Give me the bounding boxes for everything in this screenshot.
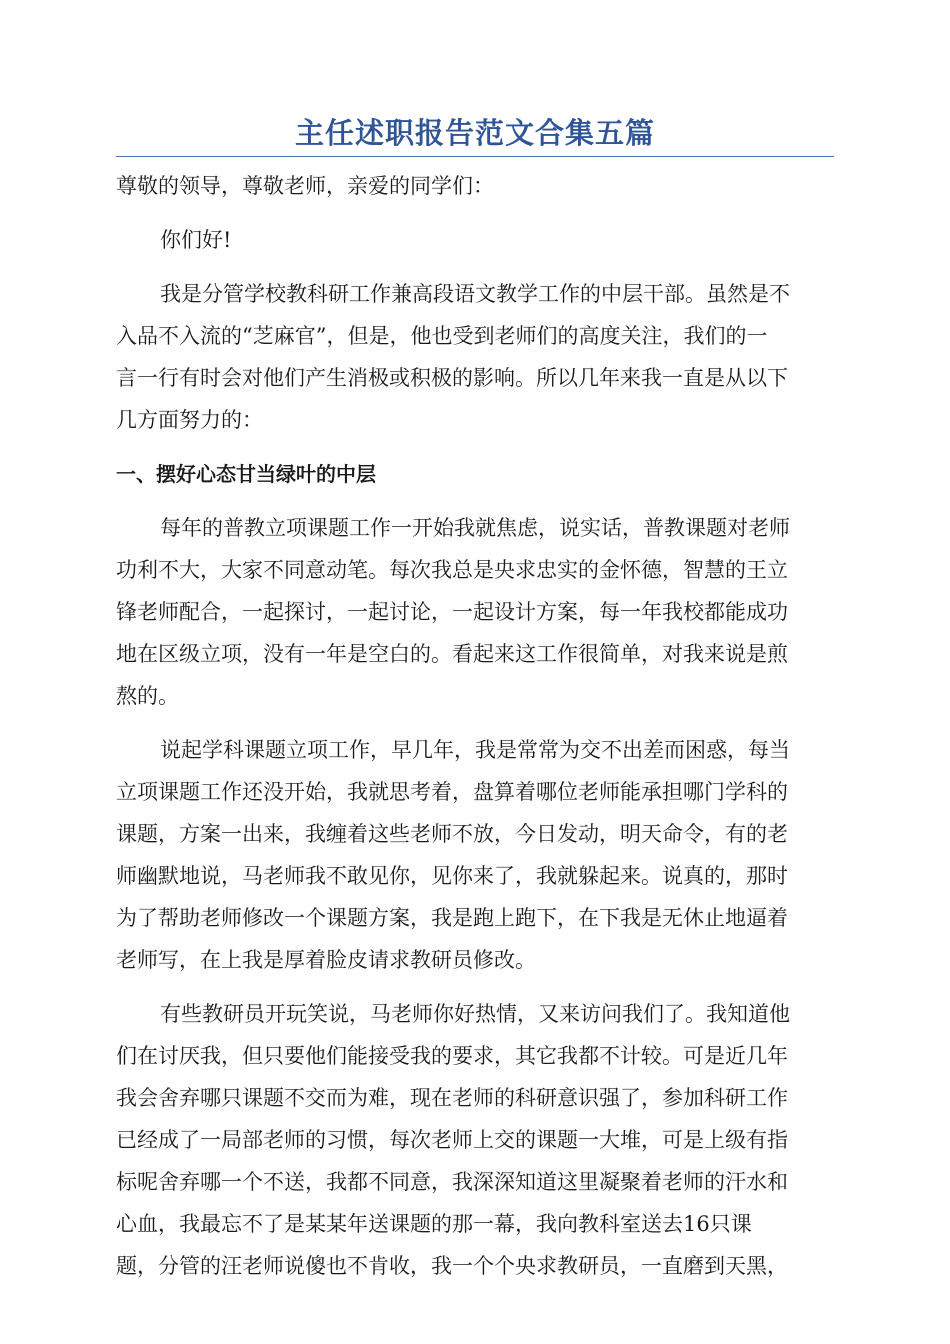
paragraph-line: 老师写，在上我是厚着脸皮请求教研员修改。 <box>116 948 536 972</box>
paragraph-line: 说起学科课题立项工作，早几年，我是常常为交不出差而困惑，每当 <box>160 738 790 762</box>
paragraph-3 <box>116 729 834 981</box>
paragraph-line: 每年的普教立项课题工作一开始我就焦虑，说实话，普教课题对老师 <box>160 516 790 540</box>
paragraph-line: 入品不入流的“芝麻官”，但是，他也受到老师们的高度关注，我们的一 <box>116 324 768 348</box>
paragraph-1 <box>116 273 834 441</box>
document-page <box>116 112 834 1287</box>
paragraph-line: 有些教研员开玩笑说，马老师你好热情，又来访问我们了。我知道他 <box>160 1002 790 1026</box>
paragraph-line: 题，分管的汪老师说傻也不肯收，我一个个央求教研员，一直磨到天黑， <box>116 1254 788 1278</box>
greeting: 你们好! <box>160 228 232 252</box>
section-heading: 一、摆好心态甘当绿叶的中层 <box>116 462 376 486</box>
paragraph-2 <box>116 507 834 717</box>
paragraph-line: 课题，方案一出来，我缠着这些老师不放，今日发动，明天命令，有的老 <box>116 822 788 846</box>
paragraph-line: 我是分管学校教科研工作兼高段语文教学工作的中层干部。虽然是不 <box>160 282 790 306</box>
paragraph-line: 我会舍弃哪只课题不交而为难，现在老师的科研意识强了，参加科研工作 <box>116 1086 788 1110</box>
salutation: 尊敬的领导，尊敬老师，亲爱的同学们： <box>116 174 494 198</box>
spacer <box>116 261 834 273</box>
document-title: 主任述职报告范文合集五篇 <box>294 116 655 150</box>
paragraph-line: 师幽默地说，马老师我不敢见你，见你来了，我就躲起来。说真的，那时 <box>116 864 788 888</box>
title-underline <box>116 156 834 157</box>
paragraph-line: 功利不大，大家不同意动笔。每次我总是央求忠实的金怀德，智慧的王立 <box>116 558 788 582</box>
paragraph-line: 锋老师配合，一起探讨，一起讨论，一起设计方案，每一年我校都能成功 <box>116 600 788 624</box>
paragraph-line: 几方面努力的： <box>116 408 263 432</box>
paragraph-line: 标呢舍弃哪一个不送，我都不同意，我深深知道这里凝聚着老师的汗水和 <box>116 1170 788 1194</box>
spacer <box>116 495 834 507</box>
paragraph-line: 们在讨厌我，但只要他们能接受我的要求，其它我都不计较。可是近几年 <box>116 1044 788 1068</box>
spacer <box>116 207 834 219</box>
paragraph-line: 熬的。 <box>116 684 179 708</box>
spacer <box>116 981 834 993</box>
paragraph-line: 言一行有时会对他们产生消极或积极的影响。所以几年来我一直是从以下 <box>116 366 788 390</box>
paragraph-4 <box>116 993 834 1287</box>
paragraph-line: 已经成了一局部老师的习惯，每次老师上交的课题一大堆，可是上级有指 <box>116 1128 788 1152</box>
spacer <box>116 441 834 453</box>
paragraph-line: 心血，我最忘不了是某某年送课题的那一幕，我向教科室送去16只课 <box>116 1212 752 1236</box>
paragraph-line: 地在区级立项，没有一年是空白的。看起来这工作很简单，对我来说是煎 <box>116 642 788 666</box>
paragraph-line: 立项课题工作还没开始，我就思考着，盘算着哪位老师能承担哪门学科的 <box>116 780 788 804</box>
paragraph-line: 为了帮助老师修改一个课题方案，我是跑上跑下，在下我是无休止地逼着 <box>116 906 788 930</box>
spacer <box>116 717 834 729</box>
